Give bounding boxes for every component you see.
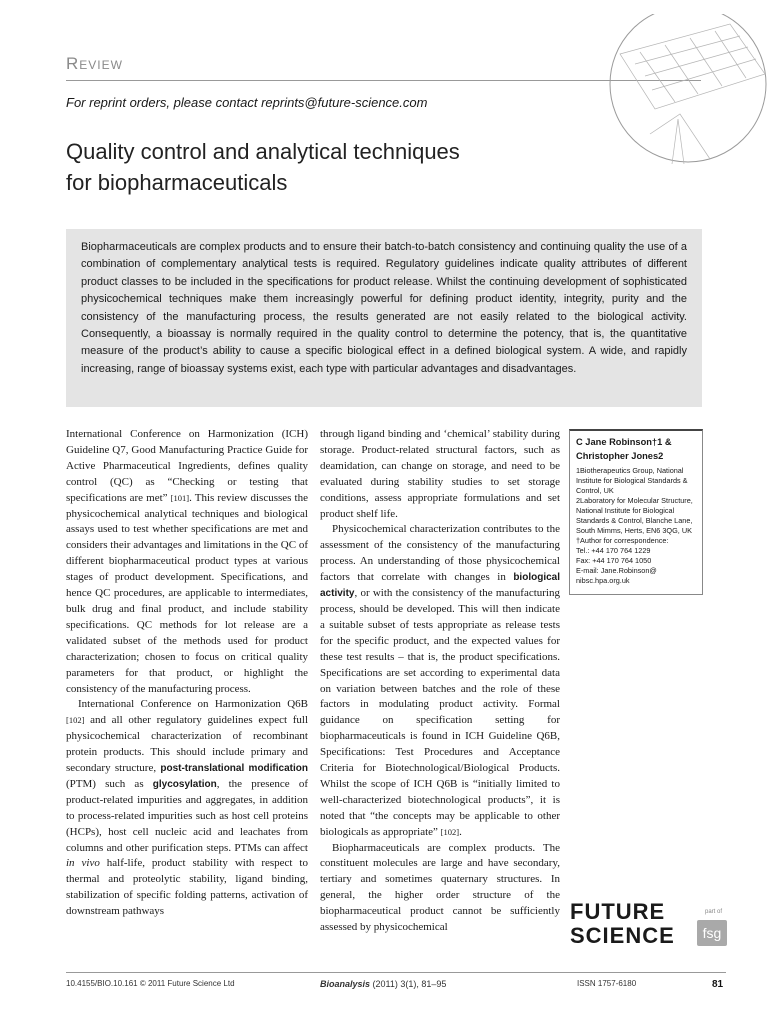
citation-ref: [102] <box>66 715 85 726</box>
affiliation-2: 2Laboratory for Molecular Structure, National Institute for Biological Standards & Control, Blanche Lane, South Mimms, Herts, EN6 3QG, UK <box>576 496 693 535</box>
keyword: glycosylation <box>152 778 217 790</box>
title-line-2: for biopharmaceuticals <box>66 170 288 195</box>
author-names: C Jane Robinson†1 & Christopher Jones2 <box>576 437 672 461</box>
fsg-logo: fsg <box>697 920 727 946</box>
author-fax: Fax: +44 170 764 1050 <box>576 556 652 565</box>
author-email[interactable]: E-mail: Jane.Robinson@ nibsc.hpa.org.uk <box>576 566 657 585</box>
abstract-box: Biopharmaceuticals are complex products and to ensure their batch-to-batch consistency and continuing quality the use of a combination of complementary analytical tests is required. Regulatory guidelines indicate quality attributes of different product classes to be included in the specifications for product release. Whilst the continuing development of sophisticated physicochemical techniques make them increasingly powerful for defining product identity, integrity, purity and the consistency of the manufacturing process, the results generated are not easily related to the biological activity. Consequently, a bioassay is normally required in the quality control to determine the potency, that is, the quantitative measure of the product’s ability to cause a specific biological effect in a defined biological system. A wide, and rapidly increasing, range of bioassay systems exist, each type with particular advantages and disadvantages. <box>66 229 702 407</box>
citation-ref: [102] <box>440 826 460 837</box>
logo-line-2: SCIENCE <box>570 923 675 948</box>
journal-citation: (2011) 3(1), 81–95 <box>372 979 447 989</box>
body-paragraph: through ligand binding and ‘chemical’ stability during storage. Product-related structural factors, such as deamidation, can change on storage, and need to be evaluated during stability studies to set storage conditions, assess appropriate formulations and set product shelf life. <box>320 428 560 520</box>
body-paragraph <box>66 427 308 697</box>
keyword: biological activity <box>320 572 560 600</box>
text: (PTM) such as <box>66 777 144 790</box>
footer-citation <box>320 979 446 989</box>
correspondence-label: †Author for correspondence: <box>576 536 669 545</box>
footer-rule <box>66 972 726 973</box>
author-tel: Tel.: +44 170 764 1229 <box>576 546 651 555</box>
reprint-notice: For reprint orders, please contact reprints@future-science.com <box>66 95 428 110</box>
body-paragraph <box>66 697 308 920</box>
body-column-2 <box>320 427 560 936</box>
author-box <box>569 429 703 595</box>
text: Physicochemical characterization contributes to the assessment of the consistency of the manufacturing process. An understanding of those physicochemical factors that correlate with changes in <box>320 523 560 584</box>
text: International Conference on Harmonization (ICH) Guideline Q7, Good Manufacturing Practice Guide for Active Pharmaceutical Ingredients, defines quality control (QC) as “Checking or testing that specifications are met” <box>66 428 308 504</box>
title-line-1: Quality control and analytical techniques <box>66 139 460 164</box>
affiliation-1: 1Biotherapeutics Group, National Institute for Biological Standards & Control, UK <box>576 466 688 495</box>
body-column-1 <box>66 427 308 920</box>
citation-ref: [101] <box>170 492 190 503</box>
section-label: Review <box>66 54 123 73</box>
text: , or with the consistency of the manufacturing process, should be developed. This will then indicate a suitable subset of tests appropriate as release tests for the specific product, and the expected values for these test results – that is, the product specifications. Specifications are set according to experimental data on variation between batches and the role of these factors in modulating product activity. Formal guidance on specification setting for biopharmaceuticals is found in ICH Guideline Q6B, Specifications: Test Procedures and Acceptance Criteria for Biotechnological/Biological Products. Whilst the scope of ICH Q6B is “initially limited to well-characterized biotechnological products”, it is noted that “the concepts may be applicable to other biologicals as appropriate” <box>320 587 560 838</box>
future-science-logo <box>570 900 675 948</box>
footer-issn: ISSN 1757-6180 <box>577 979 637 988</box>
text: and all other regulatory guidelines expect full physicochemical characterization of recombinant protein products. This should include primary and secondary structure, <box>66 714 308 775</box>
body-paragraph <box>320 522 560 840</box>
journal-name: Bioanalysis <box>320 979 371 989</box>
article-title <box>66 136 586 198</box>
body-paragraph: Biopharmaceuticals are complex products. The constituent molecules are large and have secondary, tertiary and sometimes quaternary structures. In general, the higher order structure of the biopharmaceutical product cannot be sufficiently assessed by physicochemical <box>320 841 560 934</box>
italic-term: in vivo <box>66 857 100 870</box>
footer-doi: 10.4155/BIO.10.161 © 2011 Future Science Ltd <box>66 979 235 988</box>
text: . This review discusses the physicochemical analytical techniques and biological assays used to test whether specifications are met and considers their advantages and limitations in the QC of different biopharmaceutical product types at various stages of product development. Specifications, and hence QC procedures, are applicable to intermediates, bulk drug and final product, and include stability specifications. QC methods for lot release are a validated subset of the methods used for product characterization; chosen to focus on critical quality parameters for that product, or highlight the consistency of the manufacturing process. <box>66 491 308 695</box>
microplate-illustration <box>580 14 768 174</box>
logo-line-1: FUTURE <box>570 899 666 924</box>
text: , the presence of product-related impurities and aggregates, in addition to process-related impurities such as host cell proteins (HCPs), host cell nucleic acid and leachates from columns and other purification steps. PTMs can affect <box>66 777 309 854</box>
part-of-label: part of <box>705 909 723 915</box>
text: International Conference on Harmonization Q6B <box>78 698 308 711</box>
text: half-life, product stability with respect to thermal and proteolytic stability, ligand binding, stabilization of specific folding patterns, activation of downstream pathways <box>66 857 308 918</box>
keyword: post-translational modification <box>160 763 308 775</box>
page-number: 81 <box>712 979 724 990</box>
text: . <box>459 825 462 838</box>
